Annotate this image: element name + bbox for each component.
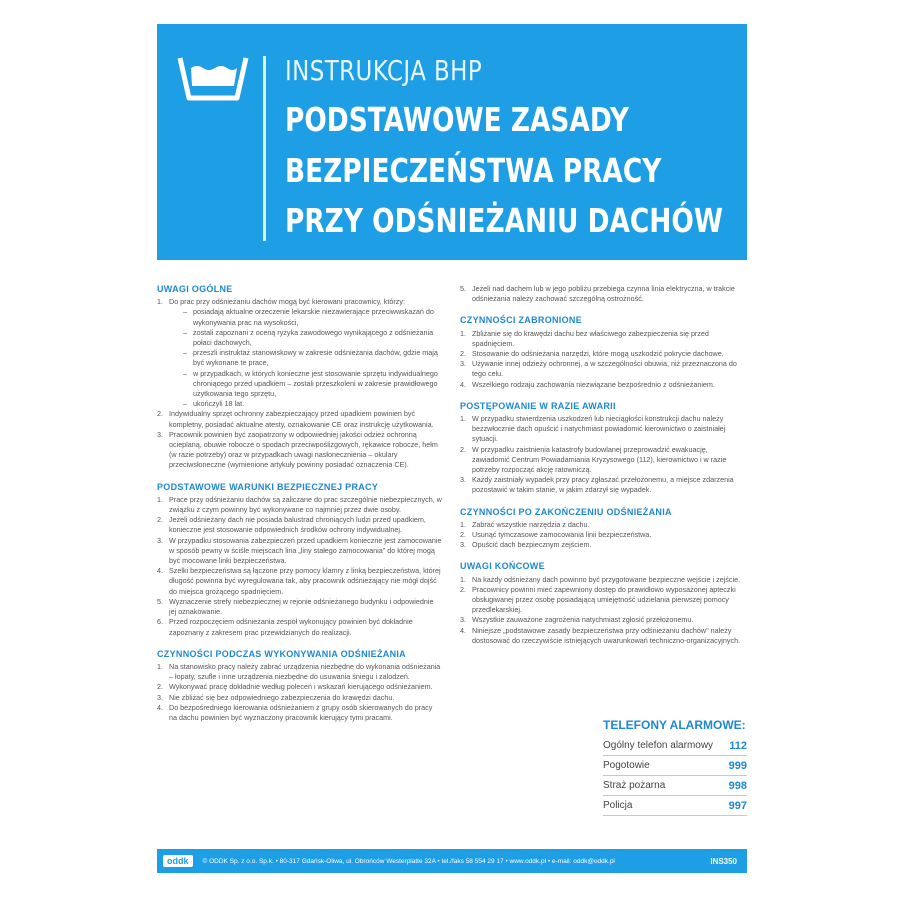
item-number: 4. (157, 702, 163, 712)
item-number: 1. (460, 574, 466, 584)
left-column (157, 284, 442, 734)
phone-row (603, 796, 747, 816)
item-text: Zbliżanie się do krawędzi dachu bez właściwego zabezpieczenia się przed spadnięciem. (472, 328, 709, 348)
item-text: Na stanowisko pracy należy zabrać urządzenia niezbędne do wykonania odśnieżania – łopaty, szufle i inne urządzenia niezbędne do usuwania śniegu i zalodzeń. (169, 661, 441, 682)
list-item (460, 359, 745, 379)
item-number: 3. (460, 540, 466, 550)
sub-item (169, 369, 442, 400)
item-number: 4. (460, 379, 466, 389)
header-divider (263, 56, 266, 241)
section-title: POSTĘPOWANIE W RAZIE AWARII (460, 400, 616, 411)
header-title-line-1: PODSTAWOWE ZASADY (285, 100, 629, 139)
item-text: Usunąć tymczasowe zamocowania linii bezpieczeństwa. (472, 530, 652, 540)
phone-row (603, 776, 747, 796)
dash-bullet: – (183, 368, 187, 378)
list-item (460, 349, 745, 359)
item-number: 6. (157, 617, 163, 627)
item-text: Jeżeli odśnieżany dach nie posiada balustrad chroniących ludzi przed upadkiem, konieczne jest stosowanie odpowiednich środków ochrony indywidualnej. (169, 515, 426, 535)
document-code: INS350 (710, 856, 737, 866)
list-item (157, 536, 442, 567)
list-item (157, 430, 442, 471)
list-item (460, 615, 745, 625)
dash-bullet: – (183, 348, 187, 358)
section (460, 401, 745, 496)
section-title: CZYNNOŚCI PODCZAS WYKONYWANIA ODŚNIEŻANIA (157, 648, 406, 659)
sub-list (169, 307, 442, 409)
list-item (157, 703, 442, 723)
dash-bullet: – (183, 327, 187, 337)
emergency-phones (603, 718, 747, 816)
phone-label: Pogotowie (603, 760, 650, 771)
sub-item (169, 307, 442, 327)
item-text: Pracownik powinien być zaopatrzony w odpowiedniej jakości odzież ochronną ocieplaną, obuwie robocze o spodach przeciwpoślizgowych, rękawice robocze, hełm (w razie potrzeby) oraz w przypadkach uwagi nasłonecznienia – okulary przeciwsłoneczne (wymienione artykuły powinny posiadać oznaczenia CE). (169, 429, 438, 470)
list-item (460, 585, 745, 616)
item-text: Stosowanie do odśnieżania narzędzi, które mogą uszkodzić pokrycie dachowe. (472, 349, 724, 359)
item-number: 3. (460, 615, 466, 625)
phone-number: 999 (728, 759, 747, 772)
item-number: 4. (460, 625, 466, 635)
item-number: 2. (157, 409, 163, 419)
sub-item-text: ukończyli 18 lat. (193, 399, 245, 409)
phone-row (603, 756, 747, 776)
item-number: 2. (460, 349, 466, 359)
header-title-line-3: PRZY ODŚNIEŻANIU DACHÓW (285, 201, 723, 240)
list-item (157, 515, 442, 535)
item-number: 1. (157, 297, 163, 307)
phone-number: 112 (729, 739, 747, 752)
item-number: 1. (460, 328, 466, 338)
item-text: Opuścić dach bezpiecznym zejściem. (472, 540, 592, 550)
section-list (460, 414, 745, 496)
list-item (460, 530, 745, 540)
header-title-line-2: BEZPIECZEŃSTWA PRACY (285, 151, 662, 190)
footer-contact: © ODDK Sp. z o.o. Sp.k. • 80-317 Gdańsk-Oliwa, ul. Obrońców Westerplatte 32A • tel./faks 58 554 29 17 • www.oddk.pl • e-mail: oddk@oddk.pl (202, 857, 615, 865)
phone-number: 997 (728, 799, 747, 812)
list-item (157, 566, 442, 597)
list-item (460, 284, 745, 304)
item-text: W przypadku stosowania zabezpieczeń przed upadkiem konieczne jest zamocowanie w sposób pewny w ściśle miejscach lina „liny stałego zamocowania" do której mogą być mocowane linki bezpieczeństwa. (169, 535, 442, 566)
dash-bullet: – (183, 307, 187, 317)
wash-basin-icon (177, 54, 249, 102)
phone-number: 998 (728, 779, 747, 792)
list-item (460, 414, 745, 445)
item-number: 1. (157, 494, 163, 504)
section (460, 315, 745, 389)
item-text: Do prac przy odśnieżaniu dachów mogą być kierowani pracownicy, którzy: (169, 297, 405, 307)
item-number: 1. (157, 661, 163, 671)
item-text: Prace przy odśnieżaniu dachów są zaliczane do prac szczególnie niebezpiecznych, w związku z czym powinny być wykonywane co najmniej przez dwie osoby. (169, 494, 442, 515)
section (157, 284, 442, 471)
section (460, 561, 745, 646)
item-number: 5. (460, 284, 466, 293)
item-text: Wykonywać pracę dokładnie według poleceń i wskazań kierującego odśnieżaniem. (169, 682, 433, 692)
dash-bullet: – (183, 399, 187, 409)
list-item (157, 597, 442, 617)
list-item (157, 693, 442, 703)
header-banner (157, 24, 747, 260)
sub-item-text: posiadają aktualne orzeczenie lekarskie niezawierające przeciwwskazań do wykonywania prac na wysokości, (193, 307, 434, 327)
item-number: 2. (460, 530, 466, 540)
list-item (157, 297, 442, 409)
item-text: Na każdy odśnieżany dach powinno być przygotowane bezpieczne wejście i zejście. (472, 574, 741, 584)
header-subtitle: INSTRUKCJA BHP (285, 54, 483, 87)
item-text: Nie zbliżać się bez odpowiedniego zabezpieczenia do krawędzi dachu. (169, 692, 395, 702)
item-number: 3. (157, 429, 163, 439)
section-list (157, 495, 442, 638)
item-number: 3. (157, 535, 163, 545)
list-item (157, 495, 442, 515)
section-list (460, 520, 745, 551)
item-number: 5. (157, 596, 163, 606)
list-item (460, 475, 745, 495)
list-item (157, 682, 442, 692)
section-list (460, 329, 745, 390)
list-item (157, 409, 442, 429)
sub-item (169, 399, 442, 409)
sub-item-text: zostali zapoznani z oceną ryzyka zawodowego wynikającego z odśnieżania połaci dachowych, (193, 327, 434, 348)
list-item (460, 626, 745, 646)
phone-label: Policja (603, 800, 633, 811)
item-number: 2. (157, 682, 163, 692)
section (157, 482, 442, 638)
sub-item (169, 328, 442, 348)
item-number: 3. (460, 475, 466, 485)
item-text: Pracownicy powinni mieć zapewniony dostęp do prawidłowo wyposażonej apteczki obsługiwanej przez osobę posiadającą umiejętność udzielania pierwszej pomocy przedlekarskiej. (472, 584, 736, 615)
item-number: 2. (157, 515, 163, 525)
item-text: Przed rozpoczęciem odśnieżania zespół wykonujący powinien być dokładnie zapoznany z zakresem prac przewidzianych do realizacji. (169, 617, 413, 637)
item-number: 1. (460, 414, 466, 424)
item-text: Wszystkie zauważone zagrożenia natychmiast zgłosić przełożonemu. (472, 615, 694, 625)
phones-title: TELEFONY ALARMOWE: (603, 718, 746, 732)
list-item (460, 445, 745, 476)
instruction-sheet (157, 24, 747, 876)
item-text: Do bezpośredniego kierowania odśnieżaniem z grupy osób skierowanych do pracy na dachu powinien być wyznaczony pracownik kierujący tymi pracami. (169, 702, 433, 722)
right-column (460, 284, 745, 657)
item-number: 2. (460, 444, 466, 454)
section-list (157, 297, 442, 470)
item-number: 4. (157, 566, 163, 576)
sub-item-text: w przypadkach, w których konieczne jest stosowanie sprzętu indywidualnego chroniącego przed upadkiem – zostali przeszkoleni w zakresie prawidłowego użytkowania tego sprzętu, (193, 368, 438, 399)
list-item (460, 575, 745, 585)
item-number: 2. (460, 584, 466, 594)
section-list (157, 662, 442, 723)
phone-label: Ogólny telefon alarmowy (603, 740, 714, 751)
item-text: Indywidualny sprzęt ochronny zabezpieczający przed upadkiem powinien być kompletny, posiadać aktualne atesty, oznakowanie CE oraz instrukcję użytkowania. (169, 409, 434, 429)
item-number: 1. (460, 519, 466, 529)
item-text: Niniejsze „podstawowe zasady bezpieczeństwa przy odśnieżaniu dachów" należy dostosować do rzeczywiście istniejących uwarunkowań techniczno-organizacyjnych. (472, 625, 741, 645)
list-item (460, 329, 745, 349)
section (460, 507, 745, 551)
item-text: Każdy zaistniały wypadek przy pracy zgłaszać przełożonemu, a miejsce zdarzenia pozostawić w takim stanie, w jakim zdarzył się wypadek. (472, 475, 734, 495)
section-list (460, 575, 745, 646)
item-text: Wyznaczenie strefy niebezpiecznej w rejonie odśnieżanego budynku i odpowiednie jej oznakowanie. (169, 596, 434, 617)
section-title: PODSTAWOWE WARUNKI BEZPIECZNEJ PRACY (157, 481, 379, 492)
section (460, 284, 745, 304)
section-list (460, 284, 745, 304)
phone-label: Straż pożarna (603, 780, 666, 791)
sub-item-text: przeszli instruktaż stanowiskowy w zakresie odśnieżania dachów, gdzie mają być wykonane te prace, (193, 348, 438, 368)
list-item (157, 662, 442, 682)
item-text: W przypadku stwierdzenia uszkodzeń lub nieciągłości konstrukcji dachu należy bezzwłocznie dach opuścić i natychmiast powiadomić kierownictwo o zaistniałej sytuacji. (472, 414, 726, 444)
item-text: Używanie innej odzieży ochronnej, a w szczególności obuwia, niż przeznaczona do tego celu. (472, 359, 737, 379)
section-title: UWAGI OGÓLNE (157, 284, 233, 294)
list-item (460, 540, 745, 550)
item-number: 3. (460, 359, 466, 369)
section (157, 649, 442, 723)
list-item (460, 520, 745, 530)
item-text: Szelki bezpieczeństwa są łączone przy pomocy klamry z linką bezpieczeństwa, której długość powinna być wyregulowana tak, aby pracownik odśnieżający nie mógł dojść do miejsca grożącego spadnięciem. (169, 566, 441, 596)
section-title: CZYNNOŚCI ZABRONIONE (460, 315, 583, 326)
list-item (460, 380, 745, 390)
list-item (157, 617, 442, 637)
footer-bar (157, 849, 747, 873)
item-text: W przypadku zaistnienia katastrofy budowlanej przeprowadzić ewakuację, zawiadomić Centrum Powiadamiania Kryzysowego (112), kierownictwo i w razie potrzeby rozpocząć akcję ratowniczą. (472, 444, 727, 475)
sub-item (169, 348, 442, 368)
item-text: Zabrać wszystkie narzędzia z dachu. (472, 519, 590, 529)
section-title: CZYNNOŚCI PO ZAKOŃCZENIU ODŚNIEŻANIA (460, 506, 672, 517)
section-title: UWAGI KOŃCOWE (460, 561, 545, 572)
item-number: 3. (157, 692, 163, 702)
item-text: Jeżeli nad dachem lub w jego pobliżu przebiega czynna linia elektryczna, w trakcie odśnieżania należy zachować szczególną ostrożność. (472, 284, 735, 304)
item-text: Wszelkiego rodzaju zachowania niezwiązane bezpośrednio z odśnieżaniem. (472, 379, 715, 389)
oddk-logo: oddk (163, 855, 193, 867)
phone-row (603, 736, 747, 756)
